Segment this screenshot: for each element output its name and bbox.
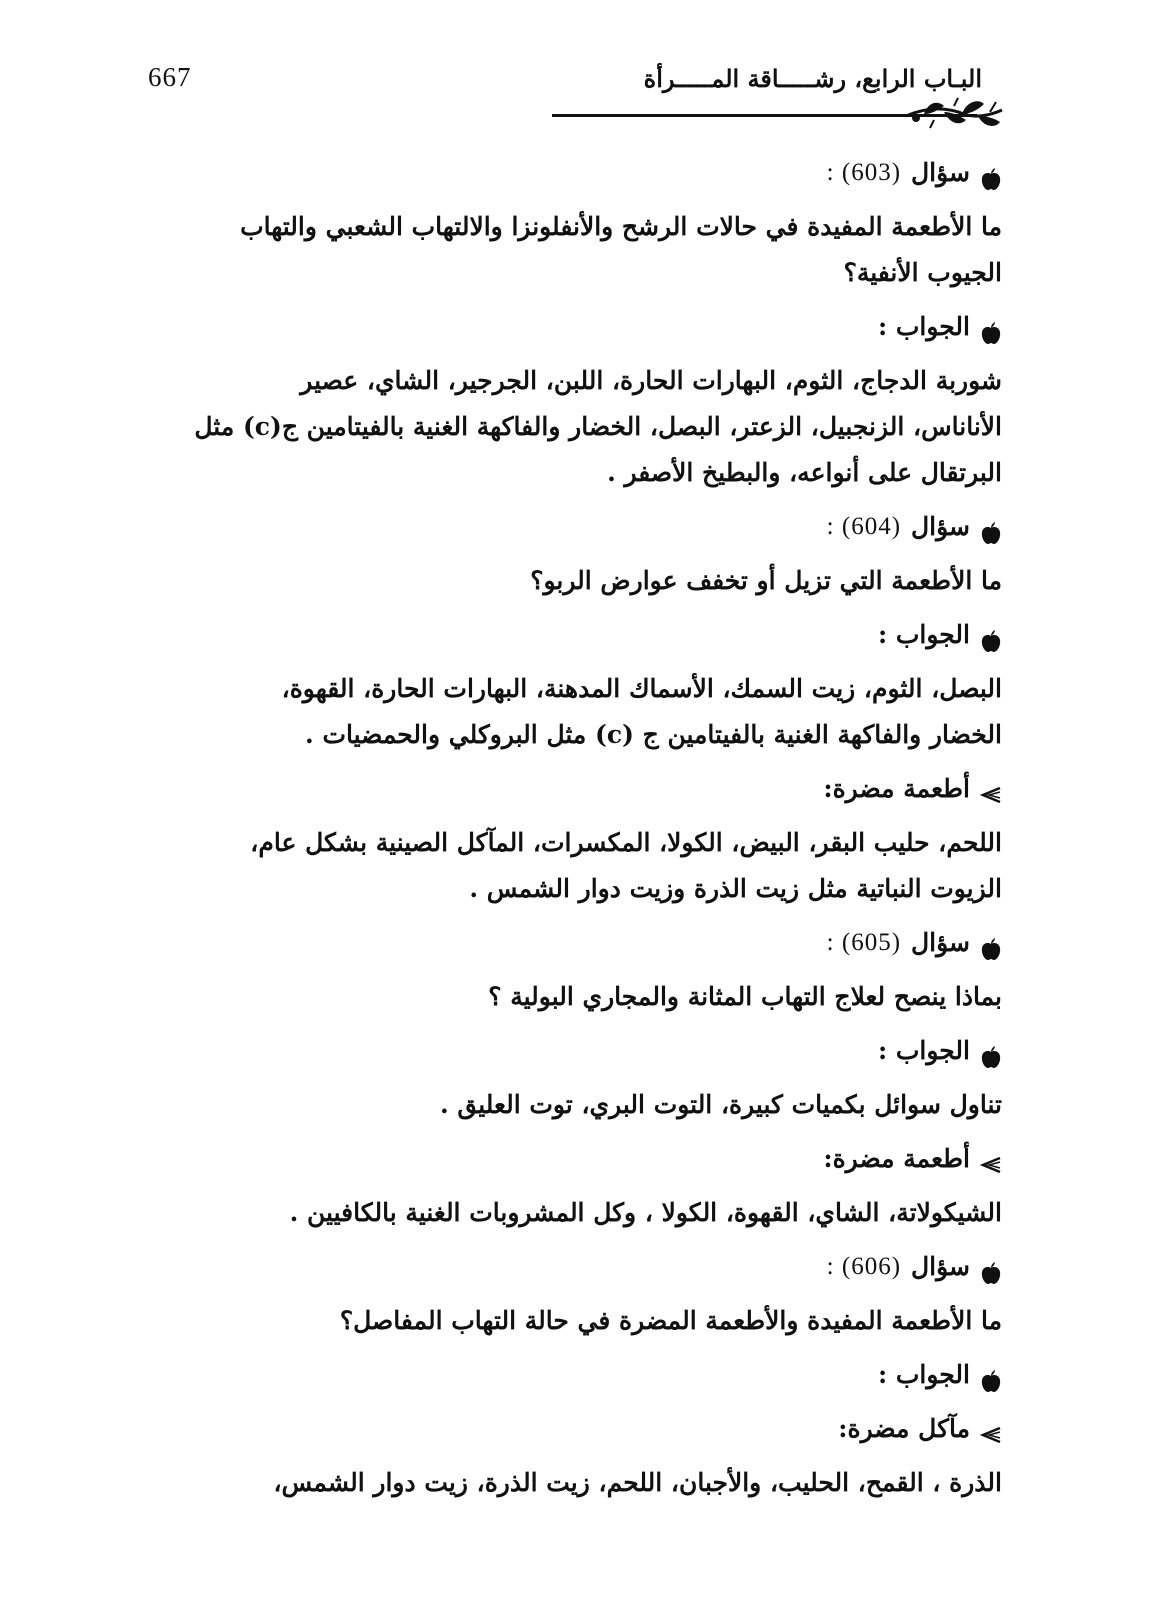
text-line: الشيكولاتة، الشاي، القهوة، الكولا ، وكل المشروبات الغنية بالكافيين . xyxy=(289,1198,1002,1227)
apple-icon xyxy=(980,315,1002,339)
question-label: سؤال xyxy=(911,158,970,187)
question-number: (604) : xyxy=(826,513,902,540)
answer-label: الجواب : xyxy=(877,620,970,649)
paragraph xyxy=(122,974,1002,1020)
answer-heading xyxy=(122,612,1002,658)
page-number: 667 xyxy=(148,62,192,92)
harmful-foods-heading xyxy=(122,1406,1002,1452)
answer-label: الجواب : xyxy=(877,1360,970,1389)
text-line: الذرة ، القمح، الحليب، والأجبان، اللحم، زيت الذرة، زيت دوار الشمس، xyxy=(273,1468,1002,1497)
text-line: البرتقال على أنواعه، والبطيخ الأصفر . xyxy=(607,458,1002,487)
paragraph xyxy=(122,558,1002,604)
arrow-icon xyxy=(980,1147,1002,1171)
question-label: سؤال xyxy=(911,512,970,541)
question-heading xyxy=(122,1244,1002,1290)
answer-heading xyxy=(122,1352,1002,1398)
answer-label: الجواب : xyxy=(877,1036,970,1065)
text-line: اللحم، حليب البقر، البيض، الكولا، المكسرات، المآكل الصينية بشكل عام، xyxy=(250,828,1002,857)
text-line: البصل، الثوم، زيت السمك، الأسماك المدهنة، البهارات الحارة، القهوة، xyxy=(281,674,1002,703)
text-line: الخضار والفاكهة الغنية بالفيتامين ج (c) مثل البروكلي والحمضيات . xyxy=(305,720,1002,749)
question-heading xyxy=(122,150,1002,196)
paragraph xyxy=(122,820,1002,912)
apple-icon xyxy=(980,1363,1002,1387)
page-body xyxy=(122,150,1002,1514)
text-line: ما الأطعمة التي تزيل أو تخفف عوارض الربو؟ xyxy=(530,566,1002,595)
apple-icon xyxy=(980,1039,1002,1063)
text-line: بماذا ينصح لعلاج التهاب المثانة والمجاري البولية ؟ xyxy=(488,982,1002,1011)
paragraph xyxy=(122,1460,1002,1506)
harmful-foods-label: مآكل مضرة: xyxy=(838,1414,970,1443)
answer-heading xyxy=(122,304,1002,350)
leaf-ornament-icon xyxy=(904,96,1004,132)
text-line: الجيوب الأنفية؟ xyxy=(843,258,1002,287)
answer-label: الجواب : xyxy=(877,312,970,341)
apple-icon xyxy=(980,931,1002,955)
harmful-foods-heading xyxy=(122,766,1002,812)
text-line: الأناناس، الزنجبيل، الزعتر، البصل، الخضار والفاكهة الغنية بالفيتامين ج(c) مثل xyxy=(194,412,1002,441)
question-label: سؤال xyxy=(911,1252,970,1281)
apple-icon xyxy=(980,161,1002,185)
question-number: (605) : xyxy=(826,929,902,956)
paragraph xyxy=(122,1190,1002,1236)
answer-heading xyxy=(122,1028,1002,1074)
text-line: شوربة الدجاج، الثوم، البهارات الحارة، اللبن، الجرجير، الشاي، عصير xyxy=(300,366,1002,395)
paragraph xyxy=(122,204,1002,296)
question-heading xyxy=(122,504,1002,550)
arrow-icon xyxy=(980,1417,1002,1441)
apple-icon xyxy=(980,1255,1002,1279)
text-line: الزيوت النباتية مثل زيت الذرة وزيت دوار الشمس . xyxy=(469,874,1002,903)
text-line: ما الأطعمة المفيدة في حالات الرشح والأنفلونزا والالتهاب الشعبي والتهاب xyxy=(240,212,1002,241)
harmful-foods-heading xyxy=(122,1136,1002,1182)
harmful-foods-label: أطعمة مضرة: xyxy=(823,774,970,803)
question-number: (606) : xyxy=(826,1253,902,1280)
arrow-icon xyxy=(980,777,1002,801)
text-line: تناول سوائل بكميات كبيرة، التوت البري، توت العليق . xyxy=(439,1090,1002,1119)
text-line: ما الأطعمة المفيدة والأطعمة المضرة في حالة التهاب المفاصل؟ xyxy=(339,1306,1002,1335)
question-label: سؤال xyxy=(911,928,970,957)
paragraph xyxy=(122,358,1002,496)
apple-icon xyxy=(980,623,1002,647)
paragraph xyxy=(122,1082,1002,1128)
running-title: البـاب الرابع، رشـــــاقة المـــــرأة xyxy=(643,64,982,93)
question-number: (603) : xyxy=(826,159,902,186)
paragraph xyxy=(122,666,1002,758)
question-heading xyxy=(122,920,1002,966)
harmful-foods-label: أطعمة مضرة: xyxy=(823,1144,970,1173)
apple-icon xyxy=(980,515,1002,539)
paragraph xyxy=(122,1298,1002,1344)
